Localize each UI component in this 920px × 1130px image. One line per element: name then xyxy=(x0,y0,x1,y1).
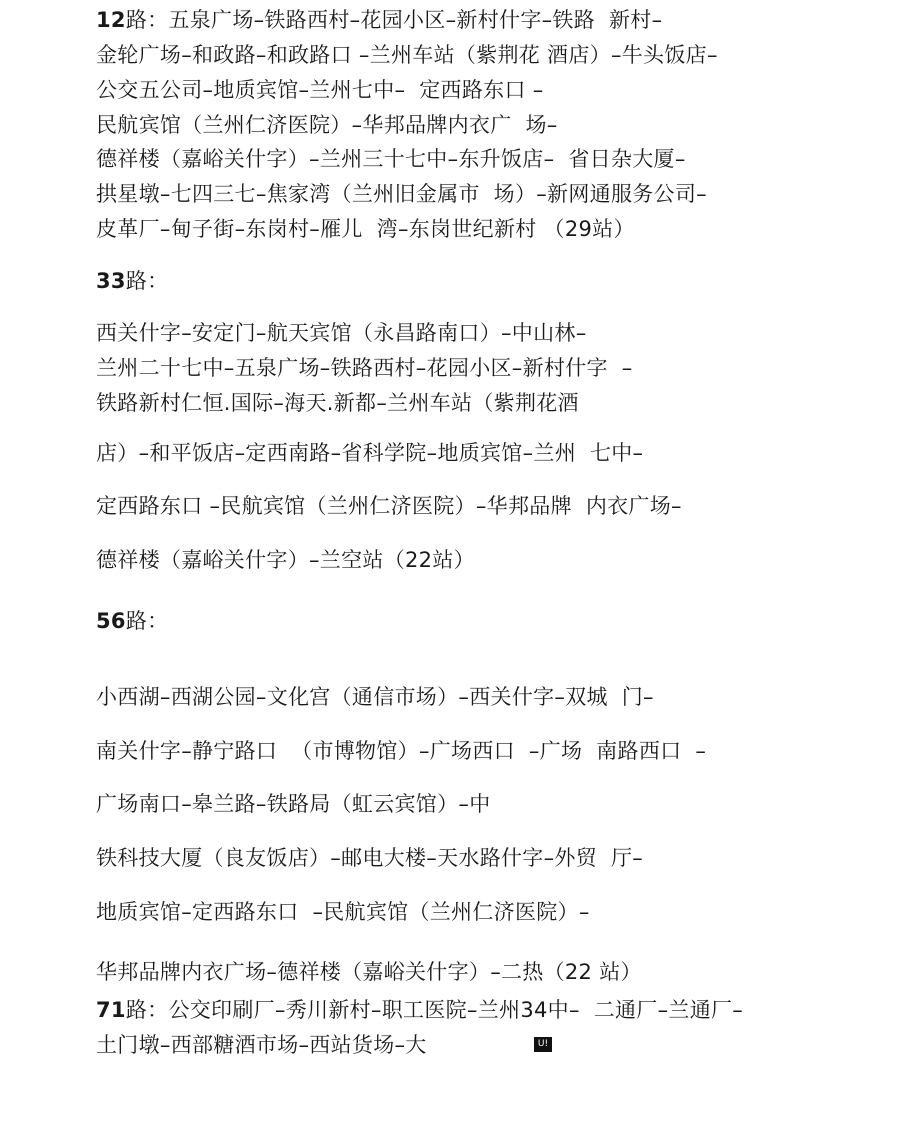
route-56-header xyxy=(96,609,168,633)
route-56-stops-line: 广场南口–皋兰路–铁路局（虹云宾馆）–中 xyxy=(96,792,491,816)
route-56-number: 56 xyxy=(96,609,126,633)
watermark-badge: U! xyxy=(534,1037,552,1052)
route-12-number: 12 xyxy=(96,8,126,32)
route-33-stops-line: 铁路新村仁恒.国际–海天.新都–兰州车站（紫荆花酒 xyxy=(96,391,579,415)
route-71-number: 71 xyxy=(96,998,126,1022)
route-71-stops-line: 公交印刷厂–秀川新村–职工医院–兰州34中– 二通厂–兰通厂– xyxy=(168,998,744,1022)
route-71-stops-line: 土门墩–西部糖酒市场–西站货场–大 xyxy=(96,1033,427,1057)
route-56-stops-line: 华邦品牌内衣广场–德祥楼（嘉峪关什字）–二热（22 站） xyxy=(96,960,642,984)
route-71-suffix: 路： xyxy=(125,998,169,1022)
route-12-stops-line: 金轮广场–和政路–和政路口 –兰州车站（紫荆花 酒店）–牛头饭店– xyxy=(96,43,718,67)
route-12-stops-line: 德祥楼（嘉峪关什字）–兰州三十七中–东升饭店– 省日杂大厦– xyxy=(96,147,686,171)
route-33-stops-line: 德祥楼（嘉峪关什字）–兰空站（22站） xyxy=(96,548,475,572)
route-12-stops-line: 民航宾馆（兰州仁济医院）–华邦品牌内衣广 场– xyxy=(96,113,558,137)
route-33-stops-line: 定西路东口 –民航宾馆（兰州仁济医院）–华邦品牌 内衣广场– xyxy=(96,494,682,518)
route-56-suffix: 路： xyxy=(125,609,169,633)
route-56-stops-line: 小西湖–西湖公园–文化宫（通信市场）–西关什字–双城 门– xyxy=(96,685,654,709)
route-12-header-line xyxy=(96,8,662,32)
route-56-stops-line: 地质宾馆–定西路东口 –民航宾馆（兰州仁济医院）– xyxy=(96,900,590,924)
route-33-suffix: 路： xyxy=(125,269,169,293)
route-33-number: 33 xyxy=(96,269,126,293)
route-56-stops-line: 铁科技大厦（良友饭店）–邮电大楼–天水路什字–外贸 厅– xyxy=(96,846,644,870)
route-33-stops-line: 西关什字–安定门–航天宾馆（永昌路南口）–中山林– xyxy=(96,321,587,345)
route-12-stops-line: 皮革厂–甸子街–东岗村–雁儿 湾–东岗世纪新村 （29站） xyxy=(96,217,635,241)
route-33-stops-line: 兰州二十七中–五泉广场–铁路西村–花园小区–新村什字 – xyxy=(96,356,633,380)
route-56-stops-line: 南关什字–静宁路口 （市博物馆）–广场西口 –广场 南路西口 – xyxy=(96,739,707,763)
route-33-stops-line: 店）–和平饭店–定西南路–省科学院–地质宾馆–兰州 七中– xyxy=(96,441,644,465)
route-71-header-line xyxy=(96,998,743,1022)
route-33-header xyxy=(96,269,168,293)
route-12-stops-line: 拱星墩–七四三七–焦家湾（兰州旧金属市 场）–新网通服务公司– xyxy=(96,182,707,206)
route-12-stops-line: 五泉广场–铁路西村–花园小区–新村什字–铁路 新村– xyxy=(168,8,663,32)
route-12-suffix: 路： xyxy=(125,8,169,32)
route-12-stops-line: 公交五公司–地质宾馆–兰州七中– 定西路东口 – xyxy=(96,78,544,102)
